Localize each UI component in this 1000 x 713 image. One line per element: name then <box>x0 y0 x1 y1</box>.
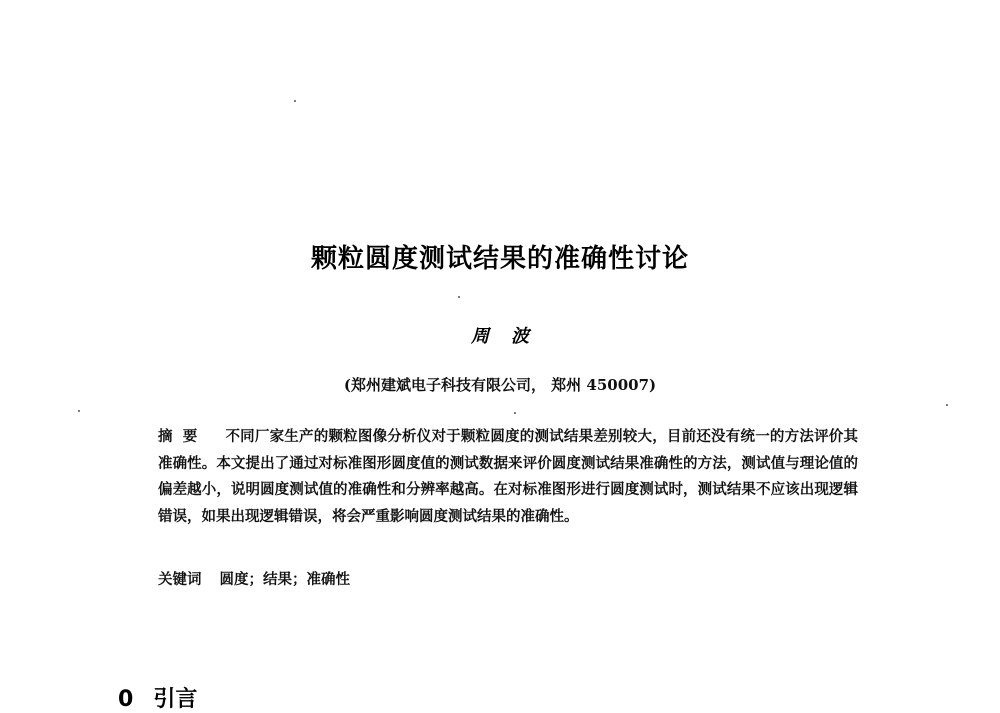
paper-title: 颗粒圆度测试结果的准确性讨论 <box>310 244 689 274</box>
keywords-block <box>158 568 858 589</box>
section-heading <box>118 682 197 713</box>
scan-speck <box>458 296 460 298</box>
scan-speck <box>514 412 516 414</box>
abstract-text: 不同厂家生产的颗粒图像分析仪对于颗粒圆度的测试结果差别较大，目前还没有统一的方法评价其准确性。本文提出了通过对标准图形圆度值的测试数据来评价圆度测试结果准确性的方法，测试值与理论值的偏差越小，说明圆度测试值的准确性和分辨率越高。在对标准图形进行圆度测试时，测试结果不应该出现逻辑错误，如果出现逻辑错误，将会严重影响圆度测试结果的准确性。 <box>158 428 859 525</box>
keywords-text: 圆度；结果；准确性 <box>219 571 350 588</box>
abstract-block <box>158 424 858 530</box>
abstract-label: 摘要 <box>158 429 208 445</box>
scan-speck <box>78 410 80 412</box>
keywords-label: 关键词 <box>158 572 202 588</box>
author-name: 周波 <box>471 326 551 347</box>
scan-speck <box>294 100 296 102</box>
scan-speck <box>946 404 948 406</box>
section-number: 0 <box>118 687 134 712</box>
section-title: 引言 <box>153 687 198 712</box>
author-affiliation: (郑州建斌电子科技有限公司， 郑州 450007) <box>343 376 657 394</box>
